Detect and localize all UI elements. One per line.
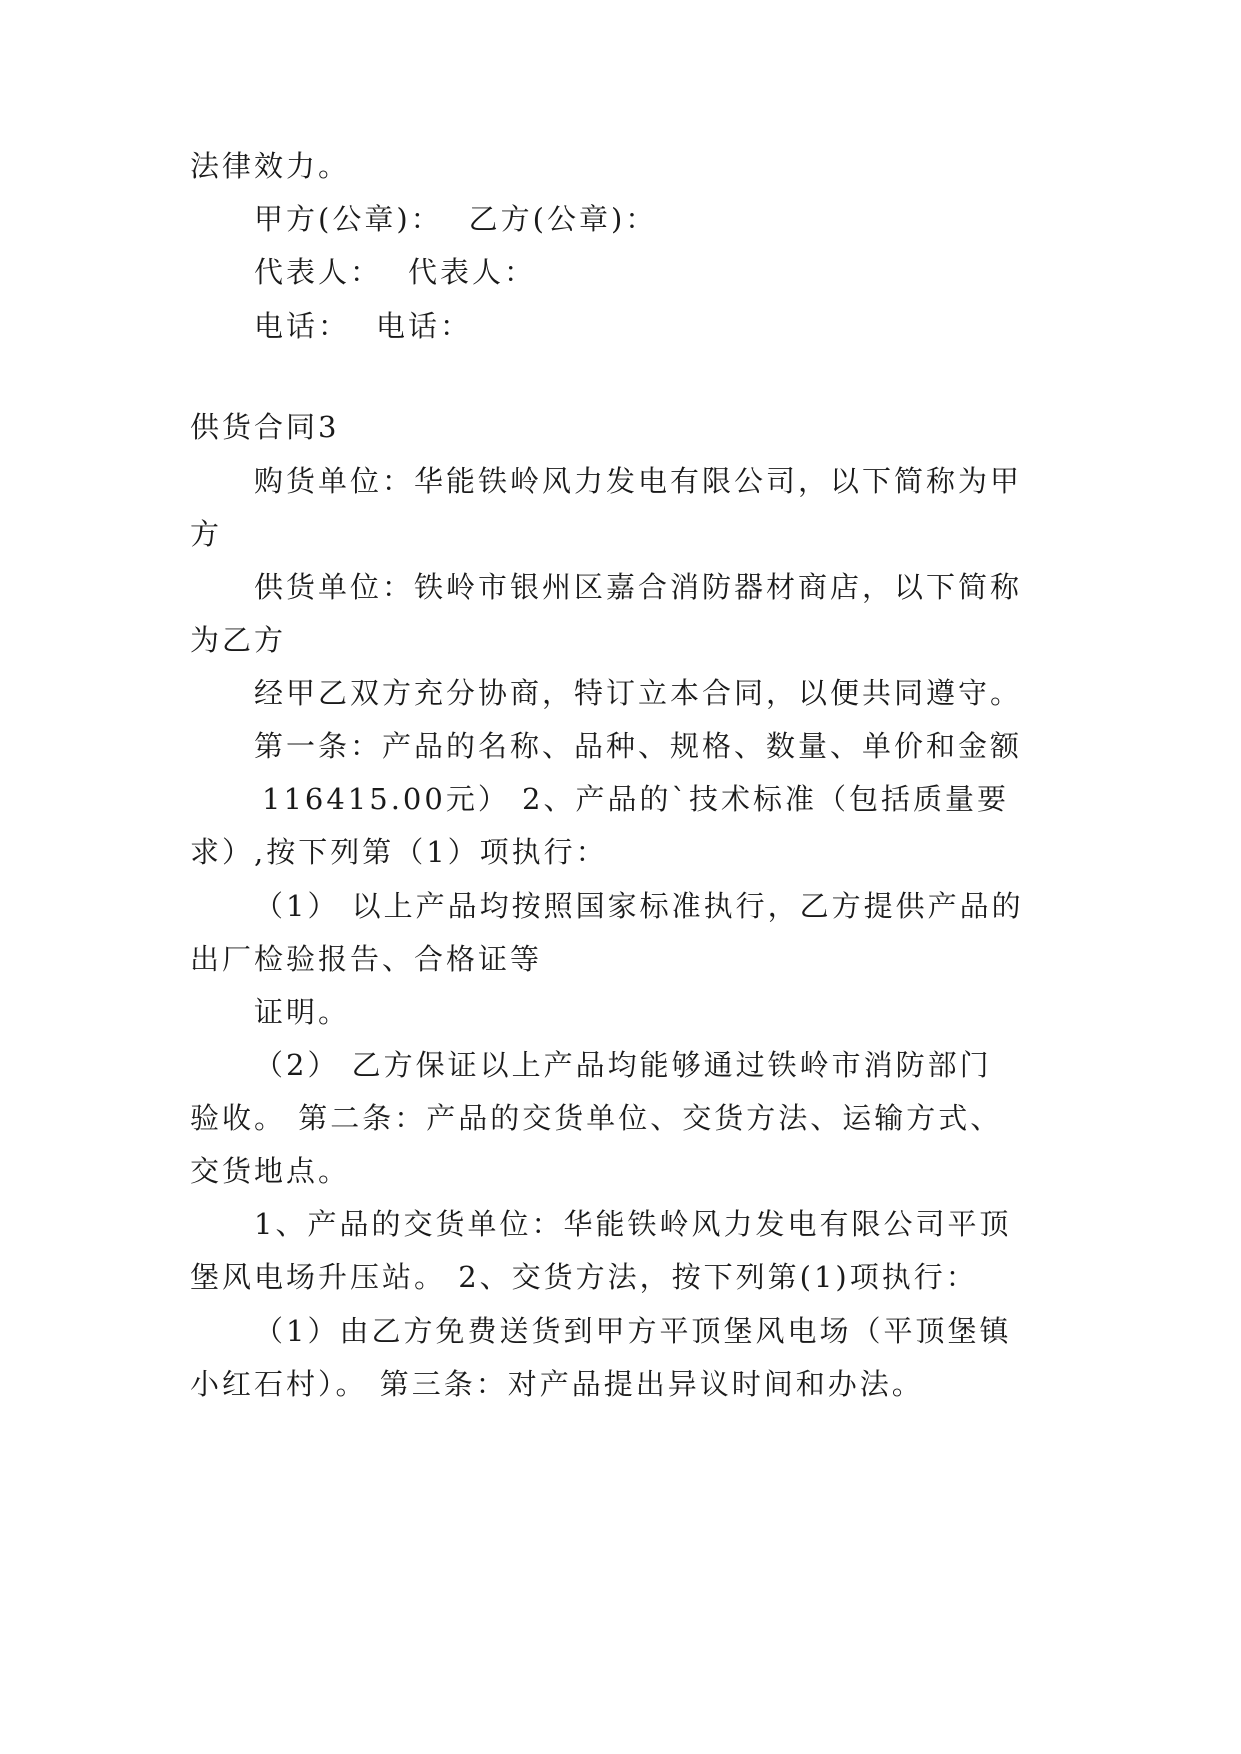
paragraph-line: 交货地点。 <box>190 1154 351 1188</box>
closing-line: 法律效力。 <box>190 149 351 183</box>
paragraph-line: 求）,按下列第（1）项执行： <box>190 835 608 869</box>
representative-b-label: 代表人： <box>408 255 537 289</box>
party-b-seal-label: 乙方(公章)： <box>468 202 658 236</box>
paragraph-line: （1）由乙方免费送货到甲方平顶堡风电场（平顶堡镇 <box>254 1314 1012 1348</box>
phone-line <box>254 306 472 346</box>
seal-line <box>254 199 657 239</box>
paragraph-line: 证明。 <box>254 995 351 1029</box>
paragraph-line: 经甲乙双方充分协商，特订立本合同，以便共同遵守。 <box>254 676 1023 710</box>
section-title: 供货合同3 <box>190 410 340 444</box>
representative-line <box>254 252 536 292</box>
paragraph-line: 第一条：产品的名称、品种、规格、数量、单价和金额 <box>254 729 1023 763</box>
paragraph-line: 1、产品的交货单位：华能铁岭风力发电有限公司平顶 <box>254 1207 1012 1241</box>
phone-a-label: 电话： <box>254 309 351 343</box>
paragraph-line: 购货单位：华能铁岭风力发电有限公司，以下简称为甲 <box>254 464 1023 498</box>
paragraph-line: 验收。 第二条：产品的交货单位、交货方法、运输方式、 <box>190 1101 1003 1135</box>
paragraph-line: 为乙方 <box>190 623 287 657</box>
representative-a-label: 代表人： <box>254 255 383 289</box>
paragraph-line: 小红石村）。 第三条：对产品提出异议时间和办法。 <box>190 1367 924 1401</box>
paragraph-line: 供货单位：铁岭市银州区嘉合消防器材商店，以下简称 <box>254 570 1023 604</box>
party-a-seal-label: 甲方(公章)： <box>254 202 443 236</box>
paragraph-line: （1） 以上产品均按照国家标准执行，乙方提供产品的 <box>254 889 1024 923</box>
paragraph-line: 116415.00元） 2、产品的`技术标准（包括质量要 <box>262 782 1009 816</box>
paragraph-line: 方 <box>190 517 223 551</box>
paragraph-line: （2） 乙方保证以上产品均能够通过铁岭市消防部门 <box>254 1048 992 1082</box>
paragraph-line: 堡风电场升压站。 2、交货方法，按下列第(1)项执行： <box>190 1260 978 1294</box>
paragraph-line: 出厂检验报告、合格证等 <box>190 942 543 976</box>
phone-b-label: 电话： <box>376 309 473 343</box>
